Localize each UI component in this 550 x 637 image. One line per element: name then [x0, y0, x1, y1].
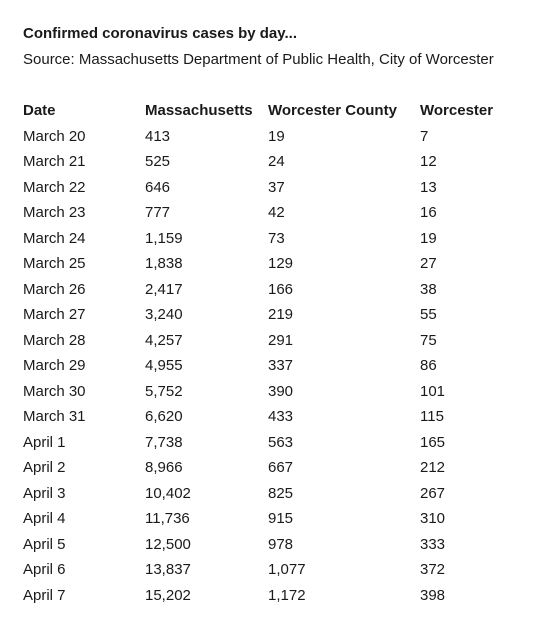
cell-worcester-county: 129 — [268, 255, 294, 272]
cell-worcester-county: 563 — [268, 433, 294, 451]
column-header-worcester: Worcester — [420, 102, 494, 119]
cell-worcester: 19 — [420, 229, 437, 247]
cell-worcester-county: 37 — [268, 178, 285, 196]
cell-worcester-county: 825 — [268, 484, 294, 502]
cell-worcester: 13 — [420, 178, 437, 196]
cell-date: April 2 — [23, 459, 66, 476]
cell-date: March 31 — [23, 408, 86, 425]
cell-worcester: 212 — [420, 459, 446, 476]
cell-worcester: 16 — [420, 204, 437, 221]
cell-massachusetts: 525 — [145, 153, 171, 170]
cell-massachusetts: 1,838 — [145, 255, 183, 272]
cell-date: March 24 — [23, 229, 86, 247]
cell-date: March 20 — [23, 127, 86, 145]
cell-worcester: 75 — [420, 331, 437, 349]
cell-worcester: 115 — [420, 408, 444, 425]
cell-worcester: 165 — [420, 433, 446, 451]
cell-worcester-county: 73 — [268, 229, 285, 247]
cell-worcester-county: 166 — [268, 280, 294, 298]
cell-worcester: 7 — [420, 127, 429, 145]
column-header-worcester-county: Worcester County — [268, 102, 397, 119]
cell-worcester: 55 — [420, 306, 437, 323]
source-note: Source: Massachusetts Department of Public Health, City of Worcester — [23, 51, 494, 68]
cell-date: March 23 — [23, 204, 86, 221]
cell-massachusetts: 4,955 — [145, 357, 183, 374]
cell-massachusetts: 646 — [145, 178, 171, 196]
cell-massachusetts: 6,620 — [145, 408, 183, 425]
cell-worcester-county: 1,077 — [268, 561, 306, 578]
cell-worcester: 372 — [420, 561, 446, 578]
page-title: Confirmed coronavirus cases by day... — [23, 25, 297, 42]
cell-worcester-county: 978 — [268, 535, 294, 553]
cell-date: March 29 — [23, 357, 86, 374]
cell-date: March 25 — [23, 255, 86, 272]
cell-worcester-county: 1,172 — [268, 586, 306, 604]
cell-date: March 26 — [23, 280, 86, 298]
cell-worcester: 333 — [420, 535, 446, 553]
cell-date: April 4 — [23, 510, 66, 527]
cell-massachusetts: 10,402 — [145, 484, 191, 502]
cell-massachusetts: 5,752 — [145, 382, 183, 400]
cell-date: April 3 — [23, 484, 66, 502]
cell-date: April 1 — [23, 433, 66, 451]
cell-worcester-county: 667 — [268, 459, 294, 476]
cell-worcester: 38 — [420, 280, 437, 298]
cell-worcester-county: 915 — [268, 510, 294, 527]
cell-massachusetts: 4,257 — [145, 331, 183, 349]
cell-date: March 27 — [23, 306, 86, 323]
cell-worcester: 310 — [420, 510, 446, 527]
cell-date: April 5 — [23, 535, 66, 553]
cell-massachusetts: 3,240 — [145, 306, 183, 323]
cell-massachusetts: 413 — [145, 127, 171, 145]
cell-date: April 6 — [23, 561, 66, 578]
cell-date: March 21 — [23, 153, 86, 170]
cell-worcester: 398 — [420, 586, 446, 604]
cell-date: March 22 — [23, 178, 86, 196]
cell-worcester-county: 390 — [268, 382, 294, 400]
cell-worcester-county: 42 — [268, 204, 285, 221]
cell-worcester-county: 291 — [268, 331, 294, 349]
cell-massachusetts: 13,837 — [145, 561, 191, 578]
cell-worcester: 86 — [420, 357, 437, 374]
cell-massachusetts: 1,159 — [145, 229, 183, 247]
cell-worcester-county: 19 — [268, 127, 285, 145]
cell-massachusetts: 15,202 — [145, 586, 191, 604]
cell-massachusetts: 2,417 — [145, 280, 183, 298]
cell-worcester-county: 24 — [268, 153, 285, 170]
cell-massachusetts: 12,500 — [145, 535, 191, 553]
cell-massachusetts: 11,736 — [145, 510, 190, 527]
cell-worcester-county: 337 — [268, 357, 294, 374]
cell-worcester: 267 — [420, 484, 446, 502]
cell-date: March 30 — [23, 382, 86, 400]
cell-massachusetts: 777 — [145, 204, 171, 221]
cell-massachusetts: 7,738 — [145, 433, 183, 451]
cell-date: March 28 — [23, 331, 86, 349]
cell-worcester: 12 — [420, 153, 437, 170]
cell-worcester-county: 219 — [268, 306, 294, 323]
column-header-massachusetts: Massachusetts — [145, 102, 253, 119]
cell-date: April 7 — [23, 586, 66, 604]
cell-worcester: 101 — [420, 382, 446, 400]
column-header-date: Date — [23, 102, 56, 119]
cell-worcester: 27 — [420, 255, 437, 272]
cell-worcester-county: 433 — [268, 408, 294, 425]
cell-massachusetts: 8,966 — [145, 459, 183, 476]
